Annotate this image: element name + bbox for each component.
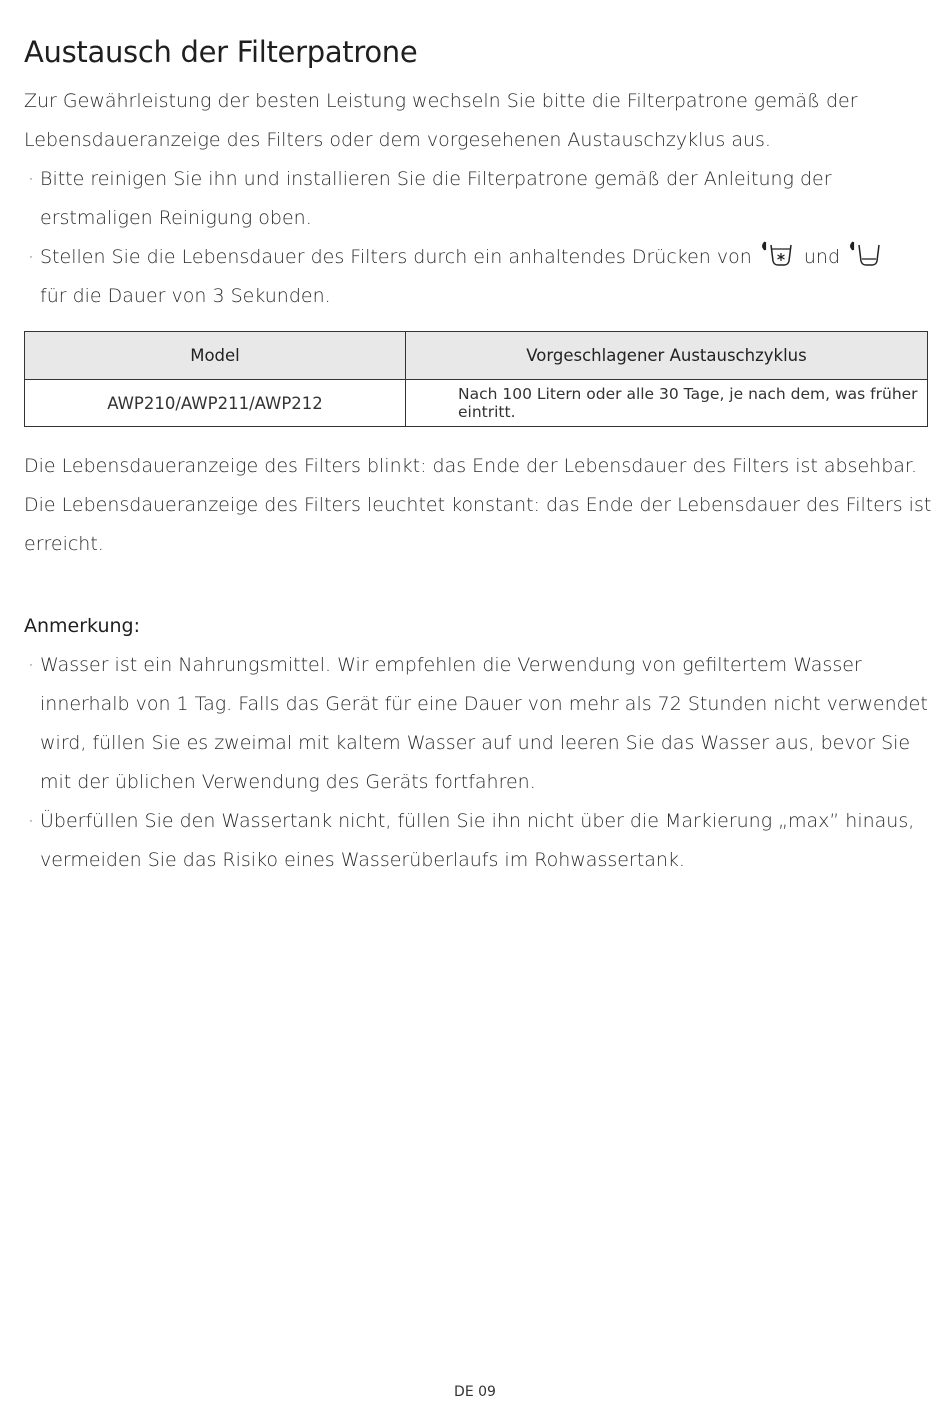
cell-model: AWP210/AWP211/AWP212 xyxy=(25,380,406,427)
status-blink: Die Lebensdaueranzeige des Filters blinkt: das Ende der Lebensdauer des Filters ist absehbar. xyxy=(24,455,917,477)
bullet-dot: · xyxy=(28,654,35,676)
table-header-row xyxy=(25,332,928,380)
list-item xyxy=(24,238,934,316)
room-temp-water-button-icon xyxy=(850,241,882,267)
instruction-clean: Bitte reinigen Sie ihn und installieren Sie die Filterpatrone gemäß der Anleitung der erstmaligen Reinigung oben. xyxy=(40,168,832,229)
bullet-dot: · xyxy=(28,246,35,268)
status-constant: Die Lebensdaueranzeige des Filters leuchtet konstant: das Ende der Lebensdauer des Filters ist erreicht. xyxy=(24,494,932,555)
cell-cycle: Nach 100 Litern oder alle 30 Tage, je nach dem, was früher eintritt. xyxy=(406,380,928,427)
note-heading: Anmerkung: xyxy=(24,615,141,637)
list-item xyxy=(24,160,934,238)
cold-water-button-icon xyxy=(762,241,794,267)
table-row xyxy=(25,380,928,427)
instruction-reset-after: für die Dauer von 3 Sekunden. xyxy=(40,285,331,307)
page-number: DE 09 xyxy=(454,1384,496,1400)
bullet-dot: · xyxy=(28,168,35,190)
page-content xyxy=(24,30,934,880)
note-item-food: Wasser ist ein Nahrungsmittel. Wir empfehlen die Verwendung von gefiltertem Wasser innerhalb von 1 Tag. Falls das Gerät für eine Dauer von mehr als 72 Stunden nicht verwendet wird, füllen Sie es zweimal mit kaltem Wasser auf und leeren Sie das Wasser aus, bevor Sie mit der üblichen Verwendung des Geräts fortfahren. xyxy=(40,654,928,793)
note-item-overfill: Überfüllen Sie den Wassertank nicht, füllen Sie ihn nicht über die Markierung „max” hinaus, vermeiden Sie das Risiko eines Wasserüberlaufs im Rohwassertank. xyxy=(40,810,915,871)
note-list xyxy=(24,646,934,880)
instruction-reset-and: und xyxy=(803,246,841,268)
header-model: Model xyxy=(25,332,406,380)
page-title: Austausch der Filterpatrone xyxy=(24,35,418,69)
status-descriptions xyxy=(24,447,934,564)
list-item xyxy=(24,802,934,880)
instruction-reset-before: Stellen Sie die Lebensdauer des Filters durch ein anhaltendes Drücken von xyxy=(40,246,752,268)
list-item xyxy=(24,646,934,802)
replacement-cycle-table xyxy=(24,331,928,427)
intro-paragraph: Zur Gewährleistung der besten Leistung wechseln Sie bitte die Filterpatrone gemäß der Lebensdaueranzeige des Filters oder dem vorgesehenen Austauschzyklus aus. xyxy=(24,90,858,151)
bullet-dot: · xyxy=(28,810,35,832)
header-cycle: Vorgeschlagener Austauschzyklus xyxy=(406,332,928,380)
instruction-list xyxy=(24,160,934,316)
